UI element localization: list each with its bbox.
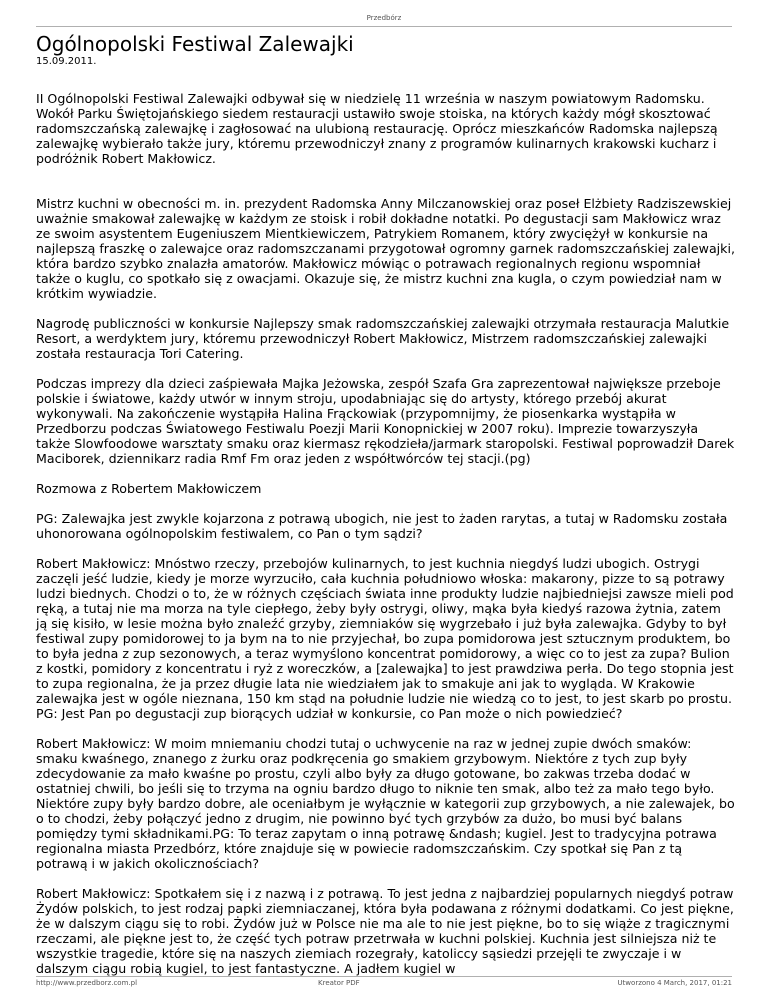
interview-heading: Rozmowa z Robertem Makłowiczem bbox=[36, 481, 262, 496]
interview-answer-2: Robert Makłowicz: W moim mniemaniu chodzi tutaj o uchwycenie na raz w jednej zupie dwóch smaków: smaku kwaśnego, znanego z żurku oraz podkręcenia go smakiem grzybowym. Niektóre z tych zup były zdecydowanie za mało kwaśne po prostu, czyli albo były za długo gotowane, bo zakwas trzeba dodać w ostatniej chwili, bo jeśli się to trzyma na ogniu bardzo długo to niknie ten smak, albo też za mało tego było. Niektóre zupy były bardzo dobre, ale oceniałbym je wyłącznie w kategorii zup grzybowych, a nie zalewajek, bo o to chodzi, żeby połączyć jedno z drugim, nie powinno być tych grzybów za dużo, bo musi być balans pomiędzy tymi składnikami.PG: To teraz zapytam o inną potrawę &ndash; kugiel. Jest to tradycyjna potrawa regionalna miasta Przedbórz, które znajduje się w powiecie radomszczańskim. Czy spotkał się Pan z tą potrawą i w jakich okolicznościach? bbox=[36, 736, 735, 871]
site-name: Przedbórz bbox=[366, 14, 402, 22]
interview-answer-3: Robert Makłowicz: Spotkałem się i z nazwą i z potrawą. To jest jedna z najbardziej popularnych niegdyś potraw Żydów polskich, to jest rodzaj papki ziemniaczanej, która była podawana z różnymi dodatkami. Co jest piękne, że w dalszym ciągu się to robi. Żydów już w Polsce nie ma ale to nie jest piękne, bo to się wiąże z tragicznymi rzeczami, ale piękne jest to, że część tych potraw przetrwała w kuchni polskiej. Kuchnia jest silniejsza niż te wszystkie tragedie, które się na naszych ziemiach rozegrały, katoliccy sąsiedzi przejęli te zwyczaje i w dalszym ciągu robią kugiel, to jest fantastyczne. A jadłem kugiel w bbox=[36, 886, 734, 976]
article-date: 15.09.2011. bbox=[36, 56, 97, 67]
interview-answer-1: Robert Makłowicz: Mnóstwo rzeczy, przebojów kulinarnych, to jest kuchnia niegdyś ludzi ubogich. Ostrygi zaczęli jeść ludzie, kiedy je morze wyrzuciło, cała kuchnia południowo włoska: makarony, pizze to są potrawy ludzi biednych. Chodzi o to, że w różnych częściach świata inne produkty ludzie najbiedniejsi zawsze mieli pod ręką, a tutaj nie ma morza na tyle ciepłego, żeby były ostrygi, oliwy, mąka była kiedyś razowa żytnia, zatem ją się kisiło, w lesie można było znaleźć grzyby, ziemniaków się wygrzebało i już była zalewajka. Gdyby to był festiwal zupy pomidorowej to ja bym na to nie przyjechał, bo zupa pomidorowa jest sztucznym produktem, bo to była jedna z zup sezonowych, a teraz wymyślono koncentrat pomidorowy, a więc co to jest za zupa? Bulion z kostki, pomidory z koncentratu i ryż z woreczków, a [zalewajka] to jest prawdziwa perła. Do tego stopnia jest to zupa regionalna, że ja przez długie lata nie wiedziałem jak to smakuje ani jak to wygląda. W Krakowie zalewajka jest w ogóle nieznana, 150 km stąd na południe ludzie nie wiedzą co to jest, to jest skarb po prostu. PG: Jest Pan po degustacji zup biorących udział w konkursie, co Pan może o nich powiedzieć? bbox=[36, 556, 734, 721]
paragraph-concerts: Podczas imprezy dla dzieci zaśpiewała Majka Jeżowska, zespół Szafa Gra zaprezentował największe przeboje polskie i światowe, każdy utwór w innym stroju, upodabniając się do artysty, którego przebój akurat wykonywali. Na zakończenie wystąpiła Halina Frąckowiak (przypomnijmy, że piosenkarka wystąpiła w Przedborzu podczas Światowego Festiwalu Poezji Marii Konopnickiej w 2007 roku). Imprezie towarzyszyła także Slowfoodowe warsztaty smaku oraz kiermasz rękodzieła/jarmark staropolski. Festiwal poprowadził Darek Maciborek, dziennikarz radia Rmf Fm oraz jeden z współtwórców tej stacji.(pg) bbox=[36, 376, 735, 466]
paragraph-awards: Nagrodę publiczności w konkursie Najlepszy smak radomszczańskiej zalewajki otrzymała restauracja Malutkie Resort, a werdyktem jury, któremu przewodniczył Robert Makłowicz, Mistrzem radomszczańskiej zalewajki została restauracja Tori Catering. bbox=[36, 316, 730, 361]
footer-generator: Kreator PDF bbox=[318, 979, 360, 987]
article bbox=[36, 32, 736, 991]
article-title: Ogólnopolski Festiwal Zalewajki bbox=[36, 32, 354, 56]
header-divider bbox=[36, 26, 732, 27]
page-header bbox=[0, 14, 768, 22]
footer-url: http://www.przedborz.com.pl bbox=[36, 979, 138, 987]
page-footer bbox=[36, 976, 732, 989]
interview-question-1: PG: Zalewajka jest zwykle kojarzona z potrawą ubogich, nie jest to żaden rarytas, a tutaj w Radomsku została uhonorowana ogólnopolskim festiwalem, co Pan o tym sądzi? bbox=[36, 511, 728, 541]
paragraph-intro: II Ogólnopolski Festiwal Zalewajki odbywał się w niedzielę 11 września w naszym powiatowym Radomsku. Wokół Parku Świętojańskiego siedem restauracji ustawiło swoje stoiska, na których każdy mógł skosztować radomszczańską zalewajkę i zagłosować na ulubioną restaurację. Oprócz mieszkańców Radomska najlepszą zalewajkę wybierało także jury, któremu przewodniczył znany z programów kulinarnych krakowski kucharz i podróżnik Robert Makłowicz. bbox=[36, 91, 718, 166]
footer-created: Utworzono 4 March, 2017, 01:21 bbox=[617, 979, 732, 987]
paragraph-tasting: Mistrz kuchni w obecności m. in. prezydent Radomska Anny Milczanowskiej oraz poseł Elżbiety Radziszewskiej uważnie smakował zalewajkę w każdym ze stoisk i robił dokładne notatki. Po degustacji sam Makłowicz wraz ze swoim asystentem Eugeniuszem Mientkiewiczem, Patrykiem Romanem, który zwyciężył w konkursie na najlepszą fraszkę o zalewajce oraz radomszczanami przygotował ogromny garnek radomszczańskiej zalewajki, która bardzo szybko znalazła amatorów. Makłowicz mówiąc o potrawach regionalnych regionu wspomniał także o kuglu, co spotkało się z owacjami. Okazuje się, że mistrz kuchni zna kugla, o czym powiedział nam w krótkim wywiadzie. bbox=[36, 196, 735, 301]
